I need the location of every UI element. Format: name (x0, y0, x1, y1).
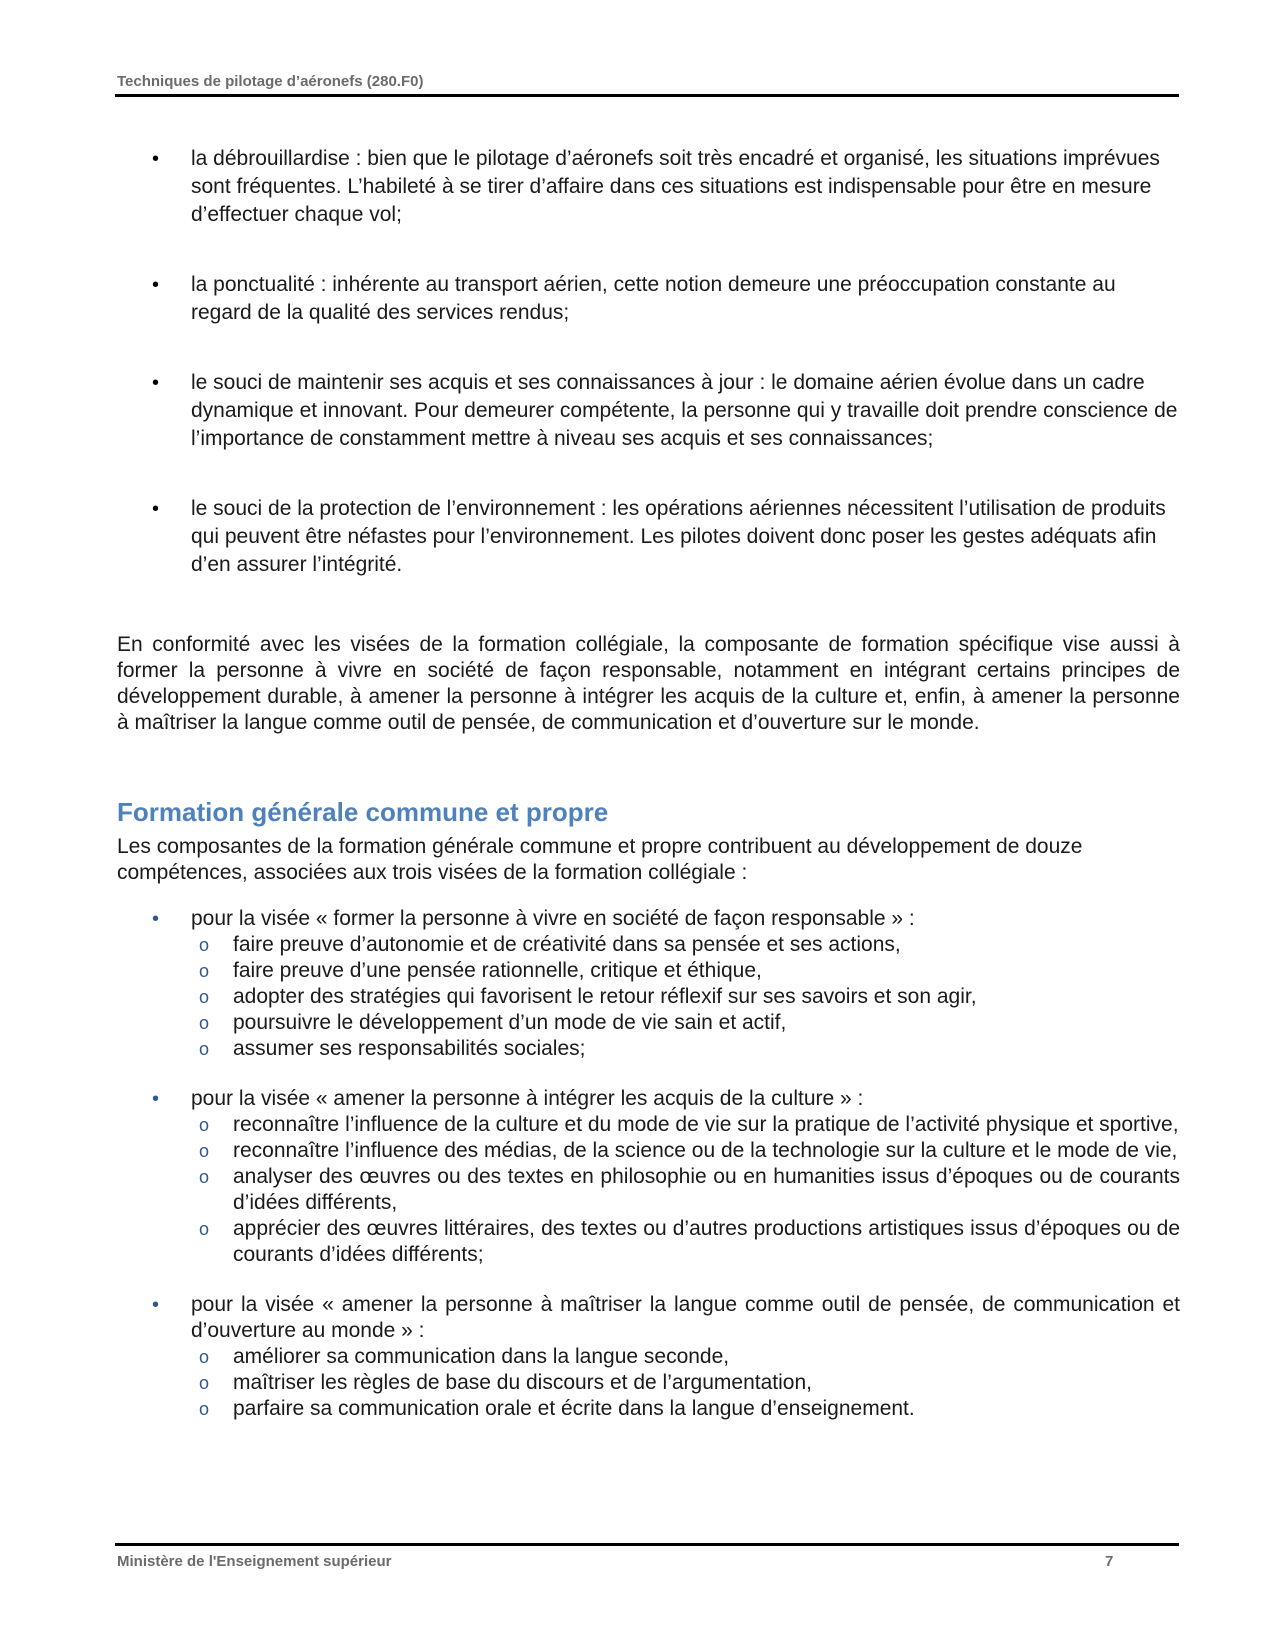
list-item (117, 145, 1180, 229)
quality-text: le souci de maintenir ses acquis et ses connaissances à jour : le domaine aérien évolue dans un cadre dynamique et innovant. Pour demeurer compétente, la personne qui y travaille doit prendre conscience de l’importance de constamment mettre à niveau ses acquis et ses connaissances; (191, 371, 1178, 450)
header-rule (115, 94, 1179, 97)
bullet-icon: • (152, 1294, 160, 1316)
section-heading: Formation générale commune et propre (117, 797, 609, 827)
list-item (191, 1138, 1180, 1164)
sub-item-text: faire preuve d’autonomie et de créativité dans sa pensée et ses actions, (233, 933, 901, 956)
sub-item-text: adopter des stratégies qui favorisent le retour réflexif sur ses savoirs et son agir, (233, 985, 977, 1008)
list-item (191, 1164, 1180, 1216)
circle-bullet-icon: o (199, 1347, 210, 1367)
sub-item-text: poursuivre le développement d’un mode de vie sain et actif, (233, 1011, 787, 1034)
aim-label: pour la visée « amener la personne à intégrer les acquis de la culture » : (191, 1087, 864, 1110)
circle-bullet-icon: o (199, 1373, 210, 1393)
circle-bullet-icon: o (199, 1115, 210, 1135)
quality-text: la ponctualité : inhérente au transport aérien, cette notion demeure une préoccupation constante au regard de la qualité des services rendus; (191, 273, 1116, 324)
list-item (191, 932, 1180, 958)
list-item (191, 1036, 1180, 1062)
sub-item-text: améliorer sa communication dans la langue seconde, (233, 1345, 730, 1368)
sub-item-text: apprécier des œuvres littéraires, des textes ou d’autres productions artistiques issus d’époques ou de courants d’idées différents; (233, 1217, 1180, 1266)
list-item (117, 495, 1180, 579)
quality-text: le souci de la protection de l’environnement : les opérations aériennes nécessitent l’utilisation de produits qui peuvent être néfastes pour l’environnement. Les pilotes doivent donc poser les gestes adéquats afin d’en assurer l’intégrité. (191, 497, 1166, 576)
bullet-icon: • (152, 498, 160, 520)
aim-label: pour la visée « former la personne à vivre en société de façon responsable » : (191, 907, 915, 930)
list-item (191, 1216, 1180, 1268)
quality-text: la débrouillardise : bien que le pilotage d’aéronefs soit très encadré et organisé, les situations imprévues sont fréquentes. L’habileté à se tirer d’affaire dans ces situations est indispensable pour être en mesure d’effectuer chaque vol; (191, 147, 1160, 226)
list-item (117, 271, 1180, 327)
page-number: 7 (1105, 1553, 1114, 1570)
circle-bullet-icon: o (199, 935, 210, 955)
list-item (117, 1086, 1180, 1268)
bullet-icon: • (152, 148, 160, 170)
aim-label: pour la visée « amener la personne à maîtriser la langue comme outil de pensée, de communication et d’ouverture au monde » : (191, 1293, 1180, 1342)
aim-sub-list (191, 1112, 1180, 1268)
aim-sub-list (191, 1344, 1180, 1422)
footer-publisher: Ministère de l'Enseignement supérieur (117, 1553, 392, 1570)
circle-bullet-icon: o (199, 1399, 210, 1419)
sub-item-text: faire preuve d’une pensée rationnelle, critique et éthique, (233, 959, 762, 982)
circle-bullet-icon: o (199, 987, 210, 1007)
list-item (191, 1370, 1180, 1396)
circle-bullet-icon: o (199, 1013, 210, 1033)
footer-rule (115, 1543, 1179, 1546)
bullet-icon: • (152, 1088, 160, 1110)
list-item (191, 958, 1180, 984)
sub-item-text: analyser des œuvres ou des textes en philosophie ou en humanities issus d’époques ou de courants d’idées différents, (233, 1165, 1180, 1214)
list-item (117, 906, 1180, 1062)
bullet-icon: • (152, 274, 160, 296)
list-item (191, 1010, 1180, 1036)
aims-list (117, 906, 1180, 1422)
sub-item-text: reconnaître l’influence des médias, de la science ou de la technologie sur la culture et le mode de vie, (233, 1139, 1178, 1162)
circle-bullet-icon: o (199, 1039, 210, 1059)
bullet-icon: • (152, 908, 160, 930)
list-item (117, 369, 1180, 453)
conformity-paragraph: En conformité avec les visées de la formation collégiale, la composante de formation spécifique vise aussi à former la personne à vivre en société de façon responsable, notamment en intégrant certains principes de développement durable, à amener la personne à intégrer les acquis de la culture et, enfin, à amener la personne à maîtriser la langue comme outil de pensée, de communication et d’ouverture sur le monde. (117, 633, 1180, 734)
sub-item-text: assumer ses responsabilités sociales; (233, 1037, 586, 1060)
list-item (117, 1292, 1180, 1422)
list-item (191, 1112, 1180, 1138)
sub-item-text: reconnaître l’influence de la culture et du mode de vie sur la pratique de l’activité physique et sportive, (233, 1113, 1179, 1136)
aim-sub-list (191, 932, 1180, 1062)
section-intro: Les composantes de la formation générale commune et propre contribuent au développement de douze compétences, associées aux trois visées de la formation collégiale : (117, 835, 1083, 884)
circle-bullet-icon: o (199, 1167, 210, 1187)
list-item (191, 1396, 1180, 1422)
circle-bullet-icon: o (199, 1219, 210, 1239)
list-item (191, 1344, 1180, 1370)
circle-bullet-icon: o (199, 961, 210, 981)
bullet-icon: • (152, 372, 160, 394)
qualities-list (117, 145, 1180, 579)
sub-item-text: maîtriser les règles de base du discours et de l’argumentation, (233, 1371, 812, 1394)
running-header: Techniques de pilotage d’aéronefs (280.F0) (117, 73, 424, 90)
list-item (191, 984, 1180, 1010)
circle-bullet-icon: o (199, 1141, 210, 1161)
sub-item-text: parfaire sa communication orale et écrite dans la langue d’enseignement. (233, 1397, 915, 1420)
